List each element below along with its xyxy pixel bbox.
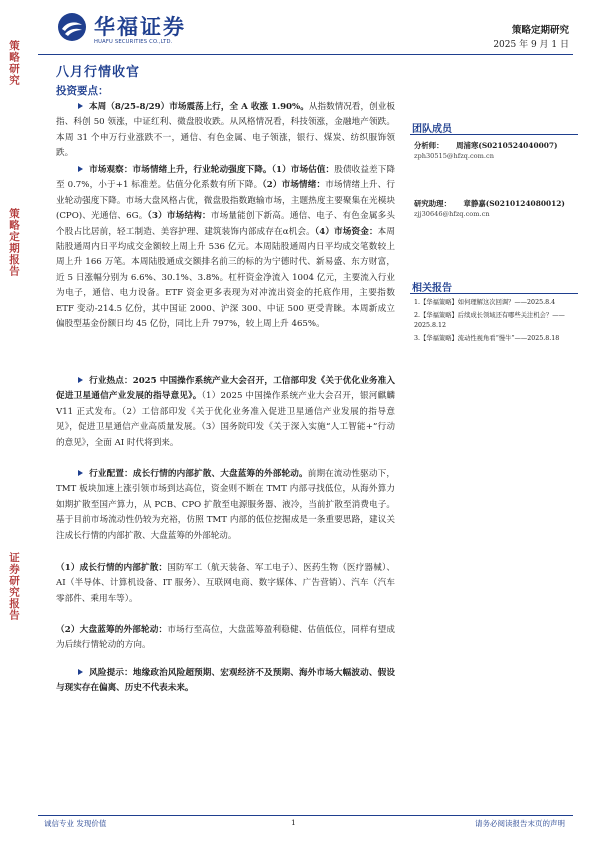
bullet-icon: [78, 669, 83, 675]
para-text: 从指数情况看，创业板指、科创 50 领涨，中证红利、微盘股收跌。从风格情况看，科技领涨，金融地产领跌。本周 31 个申万行业涨跌不一，通信、有色金属、电子领涨，银行、煤炭、纺织服饰领跌。: [56, 102, 395, 159]
brand-name-en: HUAFU SECURITIES CO.,LTD.: [94, 39, 173, 45]
rail-label-middle: 策略定期报告: [8, 208, 20, 277]
related-divider: [410, 293, 578, 294]
sub-item-text: 市场行至高位，大盘蓝筹盈利稳健、估值低位，同样有望成为后续行情轮动的方向。: [56, 625, 395, 651]
related-item[interactable]: 1.【华福策略】如何理解这次回调？——2025.8.4: [414, 299, 556, 306]
rail-top: [7, 40, 21, 86]
sub-item-1: [56, 561, 395, 607]
member-role: 分析师：: [414, 141, 444, 150]
para-text: 股债收益差下降至 0.7%，小于+1 标准差。估值分化系数有所下降。: [56, 165, 395, 191]
para-text-2: 市场情绪上升、行业轮动强度下降。市场大盘风格占优，微盘股指数跑输市场，主题热度主要聚集在光模块(CPO)、光通信、6G。: [56, 180, 395, 222]
sub-item-lead: （1）成长行情的内部扩散：: [56, 563, 168, 573]
sub-item-2: [56, 623, 395, 654]
related-item[interactable]: 2.【华福策略】后续成长领域还有哪些关注机会？——2025.8.12: [414, 311, 565, 330]
para-text: （1）2025 中国操作系统产业大会召开，银河麒麟 V11 正式发布。（2）工信部印发《关于优化业务准入促进卫星通信产业发展的指导意见》，促进卫星通信产业高质量发展。（3）国务院印发《关于深入实施“人工智能+”行动的意见》，全面 AI 时代将到来。: [56, 391, 395, 448]
team-member-1: [414, 140, 558, 151]
para-lead-3: （3）市场结构：: [147, 211, 211, 222]
sub-item-text: 国防军工（航天装备、军工电子）、医药生物（医疗器械）、AI（半导体、计算机设备、IT 服务）、互联网电商、数字媒体、广告营销）、汽车（汽车零部件、乘用车等）。: [56, 563, 396, 604]
related-item[interactable]: 3.【华福策略】流动性视角看“慢牛”——2025.8.18: [414, 334, 560, 342]
page-title: 八月行情收官: [56, 65, 141, 80]
member-email: zph30515@hfzq.com.cn: [414, 152, 494, 160]
para-text-4: 本周陆股通周内日平均成交金额较上周上升 536 亿元。本周陆股通周内日平均成交笔数较上周上升 166 万笔。本周陆股通成交额排名前三的标的为宁德时代、新易盛、东方财富，近 5 日涨幅分别为 6.6%、30.1%、3.8%。杠杆资金净流入 1004 亿元，主要流入行业为电子，通信、电力设备。ETF 资金更多表现为对冲流出资金的托底作用，主要指数 ETF 变动-214.5 亿份，其中国证 2000、沪深 300、中证 500 更受青睐。本周新成立偏股型基金份额日均 45 亿份，同比上升 797%，较上周上升 465%。: [56, 226, 395, 330]
para-lead: 行业热点：2025 中国操作系统产业大会召开，工信部印发《关于优化业务准入促进卫星通信产业发展的指导意见》。: [56, 376, 395, 402]
bullet-icon: [78, 103, 83, 109]
summary-paragraph-4: [56, 467, 395, 544]
footer-disclaimer: 请务必阅读报告末页的声明: [475, 819, 565, 828]
related-list: [414, 298, 578, 346]
summary-paragraph-3: [56, 374, 395, 451]
report-date: 2025 年 9 月 1 日: [493, 40, 569, 50]
member-email: zjj30646@hfzq.com.cn: [414, 210, 490, 218]
team-divider: [410, 134, 578, 135]
para-lead: 本周（8/25-8/29）市场震荡上行，全 A 收涨 1.90%。: [89, 102, 309, 112]
team-member-2: [414, 198, 565, 209]
para-lead: 行业配置：成长行情的内部扩散、大盘蓝筹的外部轮动。: [89, 469, 308, 479]
para-text: 前期在流动性驱动下，TMT 板块加速上涨引领市场到达高位，资金则不断在 TMT 内部寻找低位，从海外算力如期扩散至国产算力，从 PCB、CPO 扩散至电源服务器、液冷，当前扩散至消费电子。基于目前市场流动性仍较为充裕，仿照 TMT 内部的低位挖掘成是一条重要思路，建议关注成长行情的内部扩散、大盘蓝筹的外部轮动。: [56, 469, 395, 541]
para-lead: 市场观察：市场情绪上升，行业轮动强度下降。（1）市场估值：: [89, 165, 335, 175]
bullet-icon: [78, 166, 83, 172]
bullet-icon: [78, 470, 83, 476]
huafu-logo-icon: [57, 12, 87, 42]
brand-name-cn: 华福证券: [94, 15, 186, 39]
report-type: 策略定期研究: [511, 25, 569, 36]
member-name: 章静嘉(S0210124080012): [463, 199, 565, 208]
summary-paragraph-2: [56, 163, 395, 332]
para-lead-4: （4）市场资金：: [314, 226, 378, 237]
footer-divider: [38, 815, 573, 816]
rail-label-top: 策略研究: [8, 40, 20, 86]
member-name: 周浦寒(S0210524040007): [456, 141, 558, 150]
brand-logo: [57, 12, 207, 54]
para-lead-2: （2）市场情绪：: [262, 180, 326, 191]
para-text-3: 市场量能创下新高。通信、电子、有色金属多头个股占比居前，轻工制造、美容护理、建筑装饰内部成存在α机会。: [56, 211, 395, 237]
section-title: 投资要点：: [56, 85, 109, 97]
team-heading: 团队成员: [412, 124, 452, 135]
summary-paragraph-1: [56, 100, 395, 162]
member-role: 研究助理：: [414, 199, 451, 208]
bullet-icon: [78, 377, 83, 383]
footer-slogan: 诚信专业 发现价值: [44, 819, 107, 828]
risk-warning: [56, 666, 395, 697]
rail-bottom: [7, 552, 21, 621]
risk-text: 风险提示：地缘政治风险超预期、宏观经济不及预期、海外市场大幅波动、假设与现实存在偏离、历史不代表未来。: [56, 668, 395, 694]
header-divider: [38, 54, 573, 55]
sub-item-lead: （2）大盘蓝筹的外部轮动：: [56, 625, 168, 635]
page-number: 1: [291, 818, 296, 827]
related-heading: 相关报告: [412, 283, 452, 294]
rail-middle: [7, 208, 21, 277]
rail-label-bottom: 证券研究报告: [8, 552, 20, 621]
